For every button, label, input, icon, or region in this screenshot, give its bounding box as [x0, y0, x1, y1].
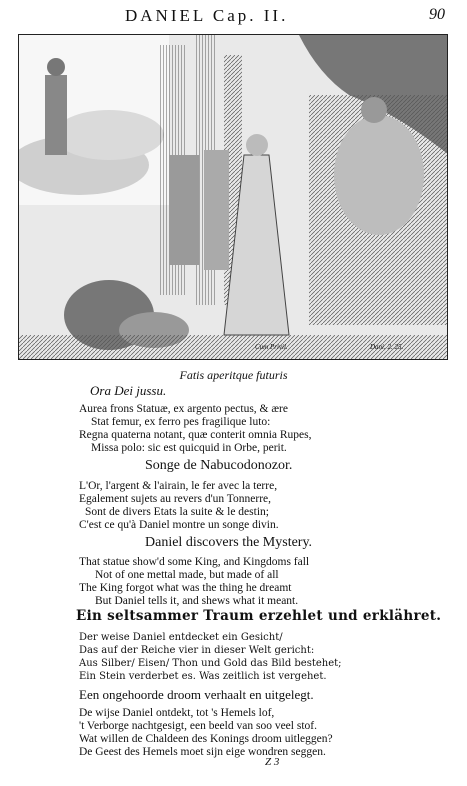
french-verse-1: L'Or, l'argent & l'airain, le fer avec la terre, [79, 480, 278, 492]
engraving-drawing [19, 35, 448, 360]
dutch-verse-2: 't Verborge nachtgesigt, een beeld van soo veel stof. [79, 720, 317, 732]
signature-mark: Z 3 [265, 756, 280, 768]
german-verse-4: Ein Stein verderbet es. Was zeitlich ist vergehet. [79, 671, 327, 682]
english-verse-2: Not of one mettal made, but made of all [95, 569, 279, 581]
latin-verse-1: Aurea frons Statuæ, ex argento pectus, & ære [79, 403, 288, 415]
running-title: DANIEL Cap. II. [125, 6, 289, 25]
english-verse-1: That statue show'd some King, and Kingdoms fall [79, 556, 310, 568]
engraving-reference-caption: Dani. 2. 25. [370, 343, 404, 351]
french-verse-3: Sont de divers Etats la suite & le destin; [85, 506, 269, 518]
engraving-illustration [18, 34, 448, 360]
english-verse-4: But Daniel tells it, and shews what it meant. [95, 595, 299, 607]
german-verse-2: Das auf der Reiche vier in dieser Welt gericht: [79, 645, 315, 656]
latin-motto-line2: Ora Dei jussu. [90, 383, 167, 398]
engraving-privilege-caption: Cum Privil. [255, 343, 288, 351]
dutch-verse-1: De wijse Daniel ontdekt, tot 's Hemels lof, [79, 707, 275, 719]
german-heading: Ein seltsammer Traum erzehlet und erklähret. [76, 608, 442, 624]
latin-verse-2: Stat femur, ex ferro pes fragilique luto: [91, 416, 271, 428]
page-number: 90 [429, 6, 445, 23]
french-verse-4: C'est ce qu'à Daniel montre un songe divin. [79, 519, 279, 531]
french-verse-2: Egalement sujets au revers d'un Tonnerre, [79, 493, 272, 505]
statue-figure [45, 75, 67, 155]
dutch-verse-4: De Geest des Hemels moet sijn eige wondren seggen. [79, 746, 326, 758]
english-heading: Daniel discovers the Mystery. [145, 535, 313, 550]
dutch-heading: Een ongehoorde droom verhaalt en uitgelegt. [79, 687, 314, 702]
latin-verse-3: Regna quaterna notant, quæ conterit omnia Rupes, [79, 429, 312, 441]
running-header [0, 6, 467, 28]
latin-verse-4: Missa polo: sic est quicquid in Orbe, perit. [91, 442, 287, 454]
german-verse-1: Der weise Daniel entdecket ein Gesicht/ [79, 632, 283, 643]
dutch-verse-3: Wat willen de Chaldeen des Konings droom uitleggen? [79, 733, 333, 745]
german-verse-3: Aus Silber/ Eisen/ Thon und Gold das Bild bestehet; [79, 658, 342, 669]
french-heading: Songe de Nabucodonozor. [145, 458, 293, 473]
king-figure [334, 115, 424, 235]
latin-motto-line1: Fatis aperitque futuris [179, 368, 288, 382]
english-verse-3: The King forgot what was the thing he dreamt [79, 582, 292, 594]
